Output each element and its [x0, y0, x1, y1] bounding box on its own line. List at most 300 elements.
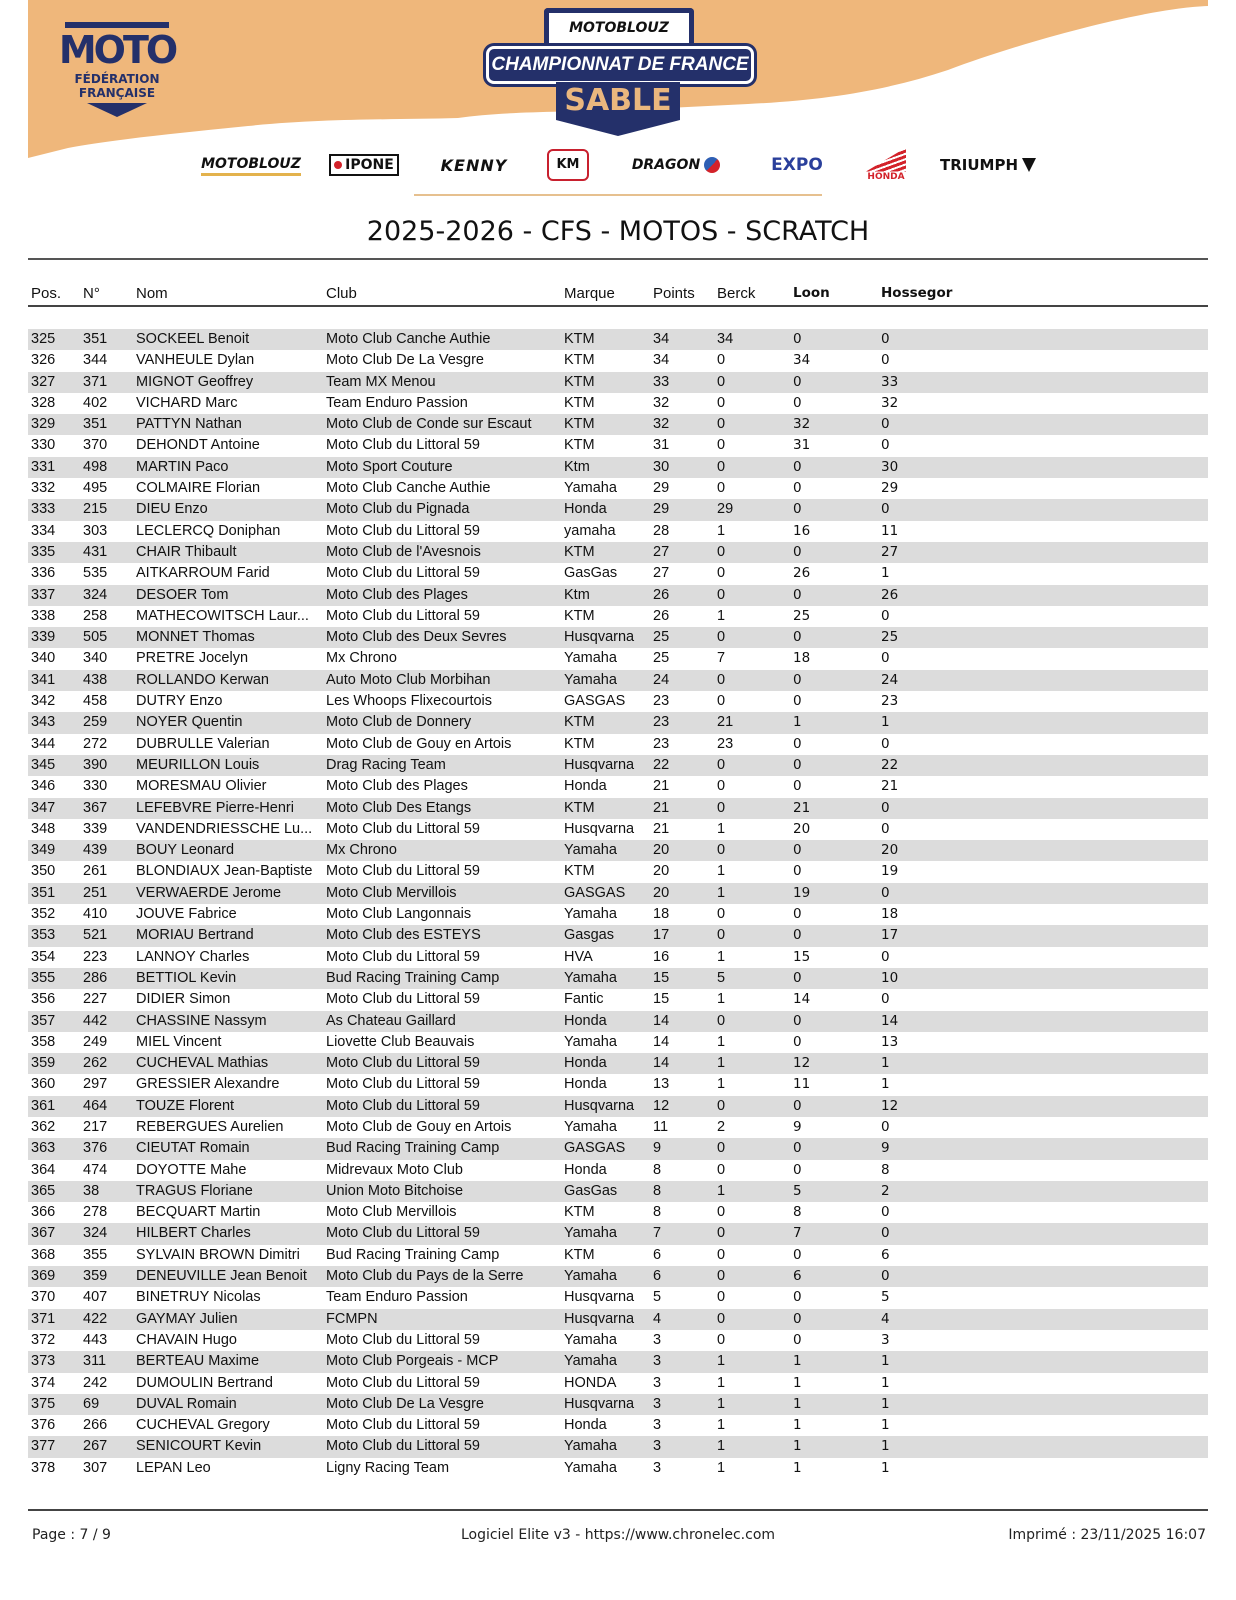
- cell-nom: TRAGUS Floriane: [133, 1181, 323, 1202]
- table-spacer: [28, 306, 1208, 329]
- cell-berck: 0: [714, 627, 790, 648]
- ffm-logo-moto: MOTO: [58, 28, 176, 72]
- cell-pos: 377: [28, 1436, 80, 1457]
- cell-filler: [978, 1330, 1208, 1351]
- cell-marque: GASGAS: [561, 883, 650, 904]
- cell-marque: HVA: [564, 948, 593, 965]
- table-row: [28, 1011, 1208, 1032]
- cell-points: 14: [653, 1033, 670, 1050]
- cell-pos: 369: [28, 1266, 80, 1287]
- cell-berck: 0: [717, 906, 726, 923]
- table-row: [28, 393, 1208, 414]
- cell-nom: MIGNOT Geoffrey: [133, 372, 323, 393]
- cell-loon: 0: [790, 329, 878, 350]
- table-row: [28, 1415, 1208, 1436]
- cell-loon: 16: [793, 522, 811, 539]
- cell-club: Moto Club du Littoral 59: [326, 1331, 480, 1348]
- cell-berck: 0: [717, 352, 726, 369]
- cell-berck: 0: [717, 1204, 726, 1221]
- cell-berck: 0: [714, 925, 790, 946]
- cell-num: 261: [83, 863, 108, 880]
- cell-berck: 0: [717, 394, 726, 411]
- cell-points: 11: [653, 1118, 669, 1135]
- cell-num: 351: [80, 414, 133, 435]
- cell-pos: 349: [28, 840, 80, 861]
- cell-berck: 0: [717, 437, 726, 454]
- sponsor-km: [542, 142, 594, 188]
- cell-filler: [978, 904, 1208, 925]
- cell-loon: 0: [790, 499, 878, 520]
- cell-loon: 0: [793, 1331, 802, 1348]
- cell-loon: 21: [790, 798, 878, 819]
- cell-berck: 1: [717, 863, 726, 880]
- cell-nom: DESOER Tom: [133, 585, 323, 606]
- cell-points: 8: [653, 1161, 662, 1178]
- cell-club: FCMPN: [323, 1309, 561, 1330]
- cell-points: 20: [650, 840, 714, 861]
- table-row: [28, 1181, 1208, 1202]
- cell-hossegor: 21: [881, 778, 899, 795]
- cell-pos: 354: [31, 948, 56, 965]
- table-row: [28, 372, 1208, 393]
- cell-berck: 0: [714, 1096, 790, 1117]
- cell-num: 344: [83, 352, 108, 369]
- cell-pos: 339: [28, 627, 80, 648]
- table-row: [28, 542, 1208, 563]
- cell-hossegor: 22: [878, 755, 978, 776]
- cell-filler: [978, 1202, 1208, 1223]
- cell-hossegor: 14: [878, 1011, 978, 1032]
- cell-pos: 373: [28, 1351, 80, 1372]
- cell-club: Moto Sport Couture: [323, 457, 561, 478]
- cell-num: 376: [80, 1138, 133, 1159]
- table-row: [28, 585, 1208, 606]
- cell-marque: yamaha: [564, 522, 616, 539]
- cell-nom: LEFEBVRE Pierre-Henri: [133, 798, 323, 819]
- cell-berck: 1: [717, 948, 726, 965]
- cell-num: 215: [80, 499, 133, 520]
- cell-points: 25: [650, 627, 714, 648]
- cell-pos: 355: [28, 968, 80, 989]
- cell-berck: 0: [717, 778, 726, 795]
- cell-loon: 0: [793, 863, 802, 880]
- cell-num: 438: [80, 670, 133, 691]
- cell-nom: DIDIER Simon: [136, 991, 231, 1008]
- cell-nom: BOUY Leonard: [133, 840, 323, 861]
- cell-filler: [978, 1415, 1208, 1436]
- cell-hossegor: 17: [878, 925, 978, 946]
- cell-club: Moto Club du Pignada: [323, 499, 561, 520]
- cell-filler: [978, 734, 1208, 755]
- cell-nom: DEHONDT Antoine: [136, 437, 260, 454]
- cell-num: 330: [83, 778, 108, 795]
- cell-num: 339: [83, 820, 108, 837]
- cell-nom: DUVAL Romain: [133, 1394, 323, 1415]
- championship-title: CHAMPIONNAT DE FRANCE: [491, 54, 749, 75]
- championship-logo: [480, 6, 756, 138]
- table-row: [28, 478, 1208, 499]
- cell-nom: CHAVAIN Hugo: [136, 1331, 237, 1348]
- cell-marque: KTM: [564, 607, 595, 624]
- cell-filler: [978, 1138, 1208, 1159]
- table-row: [28, 350, 1208, 371]
- table-row: [28, 1394, 1208, 1415]
- cell-pos: 341: [28, 670, 80, 691]
- cell-points: 34: [650, 329, 714, 350]
- cell-filler: [978, 1436, 1208, 1457]
- championship-band: [486, 46, 754, 84]
- cell-nom: SYLVAIN BROWN Dimitri: [136, 1246, 300, 1263]
- cell-marque: Yamaha: [564, 1459, 617, 1476]
- cell-hossegor: 32: [881, 394, 899, 411]
- cell-berck: 1: [717, 1374, 726, 1391]
- sponsor-triumph-label: TRIUMPH: [939, 156, 1019, 174]
- cell-nom: MONNET Thomas: [133, 627, 323, 648]
- cell-pos: 342: [31, 693, 56, 710]
- footer-divider: [28, 1509, 1208, 1511]
- cell-points: 27: [653, 565, 670, 582]
- col-header-pos: Pos.: [28, 279, 80, 306]
- page-title: 2025-2026 - CFS - MOTOS - SCRATCH: [366, 216, 870, 247]
- cell-loon: 1: [790, 1394, 878, 1415]
- cell-pos: 346: [31, 778, 56, 795]
- cell-pos: 345: [28, 755, 80, 776]
- cell-hossegor: 24: [878, 670, 978, 691]
- cell-num: 371: [80, 372, 133, 393]
- cell-nom: MEURILLON Louis: [133, 755, 323, 776]
- cell-pos: 371: [28, 1309, 80, 1330]
- cell-points: 18: [653, 906, 670, 923]
- cell-hossegor: 13: [881, 1033, 899, 1050]
- cell-loon: 32: [790, 414, 878, 435]
- cell-berck: 1: [714, 1053, 790, 1074]
- cell-num: 278: [83, 1204, 108, 1221]
- cell-loon: 19: [790, 883, 878, 904]
- cell-marque: Yamaha: [564, 1331, 617, 1348]
- cell-num: 439: [80, 840, 133, 861]
- cell-loon: 8: [793, 1204, 802, 1221]
- cell-num: 367: [80, 798, 133, 819]
- cell-nom: REBERGUES Aurelien: [136, 1118, 284, 1135]
- cell-filler: [978, 840, 1208, 861]
- title-divider: [28, 258, 1208, 260]
- cell-marque: Husqvarna: [561, 755, 650, 776]
- cell-marque: Yamaha: [564, 480, 617, 497]
- table-row: [28, 819, 1208, 840]
- cell-nom: DUBRULLE Valerian: [136, 735, 270, 752]
- cell-hossegor: 0: [881, 820, 890, 837]
- sponsor-ipone: [324, 142, 404, 188]
- cell-num: 266: [83, 1417, 108, 1434]
- cell-num: 495: [83, 480, 108, 497]
- cell-points: 32: [650, 414, 714, 435]
- cell-pos: 357: [28, 1011, 80, 1032]
- cell-num: 402: [83, 394, 108, 411]
- cell-club: Union Moto Bitchoise: [323, 1181, 561, 1202]
- cell-berck: 0: [717, 1289, 726, 1306]
- cell-nom: MATHECOWITSCH Laur...: [136, 607, 309, 624]
- cell-club: Auto Moto Club Morbihan: [323, 670, 561, 691]
- cell-marque: Husqvarna: [561, 627, 650, 648]
- cell-num: 355: [83, 1246, 108, 1263]
- cell-points: 32: [653, 394, 670, 411]
- sponsor-dragon-label: DRAGON: [631, 157, 701, 173]
- cell-hossegor: 1: [878, 1351, 978, 1372]
- cell-filler: [978, 1181, 1208, 1202]
- table-row: [28, 1053, 1208, 1074]
- cell-filler: [978, 1074, 1208, 1095]
- cell-hossegor: 0: [881, 1204, 890, 1221]
- table-row: [28, 521, 1208, 542]
- table-row: [28, 734, 1208, 755]
- cell-points: 26: [650, 585, 714, 606]
- cell-hossegor: 1: [881, 1374, 890, 1391]
- cell-marque: Ktm: [561, 585, 650, 606]
- cell-points: 12: [650, 1096, 714, 1117]
- table-row: [28, 1245, 1208, 1266]
- cell-points: 13: [653, 1076, 670, 1093]
- cell-hossegor: 1: [881, 1076, 890, 1093]
- cell-club: Drag Racing Team: [323, 755, 561, 776]
- cell-filler: [978, 1096, 1208, 1117]
- cell-points: 14: [650, 1011, 714, 1032]
- championship-sponsor-box: [544, 8, 694, 45]
- triumph-t-icon: [1022, 158, 1036, 172]
- cell-points: 29: [650, 499, 714, 520]
- sponsor-strip: [196, 142, 1044, 188]
- cell-num: 286: [80, 968, 133, 989]
- cell-nom: COLMAIRE Florian: [136, 480, 261, 497]
- cell-club: Moto Club du Littoral 59: [323, 1223, 561, 1244]
- table-body: [28, 306, 1208, 1479]
- cell-nom: MORIAU Bertrand: [133, 925, 323, 946]
- sponsor-expo-label: EXPO: [771, 155, 823, 175]
- cell-berck: 0: [717, 1331, 726, 1348]
- cell-pos: 350: [31, 863, 56, 880]
- cell-club: Moto Club de Gouy en Artois: [326, 735, 512, 752]
- cell-loon: 0: [793, 735, 802, 752]
- cell-points: 6: [653, 1246, 662, 1263]
- cell-hossegor: 25: [878, 627, 978, 648]
- table-row: [28, 1032, 1208, 1053]
- cell-loon: 0: [790, 1309, 878, 1330]
- cell-berck: 1: [714, 1351, 790, 1372]
- table-row: [28, 1266, 1208, 1287]
- cell-nom: BERTEAU Maxime: [133, 1351, 323, 1372]
- cell-points: 22: [650, 755, 714, 776]
- cell-nom: BLONDIAUX Jean-Baptiste: [136, 863, 313, 880]
- cell-points: 3: [650, 1394, 714, 1415]
- honda-wing-icon: [866, 148, 906, 172]
- cell-filler: [978, 521, 1208, 542]
- cell-filler: [978, 670, 1208, 691]
- cell-nom: BECQUART Martin: [136, 1204, 261, 1221]
- table-row: [28, 1436, 1208, 1457]
- cell-berck: 2: [717, 1118, 726, 1135]
- table-row: [28, 1351, 1208, 1372]
- cell-loon: 0: [793, 693, 802, 710]
- cell-filler: [978, 1032, 1208, 1053]
- cell-loon: 26: [793, 565, 811, 582]
- cell-pos: 327: [28, 372, 80, 393]
- cell-points: 3: [653, 1417, 662, 1434]
- cell-club: Mx Chrono: [326, 650, 397, 667]
- table-row: [28, 627, 1208, 648]
- cell-marque: Honda: [561, 499, 650, 520]
- table-row: [28, 1117, 1208, 1138]
- table-row: [28, 840, 1208, 861]
- table-row: [28, 1287, 1208, 1308]
- sponsor-expo: [756, 142, 838, 188]
- cell-num: 249: [83, 1033, 108, 1050]
- cell-filler: [978, 1117, 1208, 1138]
- cell-num: 297: [83, 1076, 108, 1093]
- cell-loon: 12: [790, 1053, 878, 1074]
- cell-marque: KTM: [561, 414, 650, 435]
- cell-filler: [978, 1053, 1208, 1074]
- table-row: [28, 798, 1208, 819]
- cell-num: 303: [83, 522, 108, 539]
- cell-loon: 7: [790, 1223, 878, 1244]
- cell-loon: 0: [790, 1138, 878, 1159]
- sponsor-ipone-label: IPONE: [345, 157, 394, 173]
- cell-filler: [978, 819, 1208, 840]
- table-row: [28, 457, 1208, 478]
- cell-hossegor: 33: [878, 372, 978, 393]
- cell-club: Bud Racing Training Camp: [326, 1246, 500, 1263]
- footer-printed: Imprimé : 23/11/2025 16:07: [1008, 1527, 1206, 1543]
- cell-club: Moto Club du Littoral 59: [326, 863, 480, 880]
- cell-hossegor: 19: [881, 863, 899, 880]
- cell-club: Moto Club Des Etangs: [323, 798, 561, 819]
- table-row: [28, 861, 1208, 882]
- cell-marque: Husqvarna: [561, 1096, 650, 1117]
- cell-pos: 340: [31, 650, 56, 667]
- cell-hossegor: 0: [878, 329, 978, 350]
- cell-num: 227: [83, 991, 108, 1008]
- cell-points: 3: [650, 1436, 714, 1457]
- cell-club: Bud Racing Training Camp: [323, 1138, 561, 1159]
- cell-club: Midrevaux Moto Club: [326, 1161, 463, 1178]
- cell-points: 6: [650, 1266, 714, 1287]
- cell-loon: 20: [793, 820, 811, 837]
- championship-sable-box: [556, 82, 680, 120]
- cell-hossegor: 3: [881, 1331, 890, 1348]
- cell-points: 34: [653, 352, 670, 369]
- cell-hossegor: 1: [881, 565, 890, 582]
- cell-loon: 0: [790, 670, 878, 691]
- cell-berck: 1: [714, 883, 790, 904]
- cell-nom: SENICOURT Kevin: [133, 1436, 323, 1457]
- cell-hossegor: 0: [881, 735, 890, 752]
- championship-sponsor: MOTOBLOUZ: [569, 20, 669, 36]
- cell-filler: [978, 329, 1208, 350]
- cell-pos: 332: [31, 480, 56, 497]
- cell-loon: 0: [793, 906, 802, 923]
- table-row: [28, 691, 1208, 712]
- chevron-down-icon: [87, 103, 147, 117]
- cell-filler: [978, 989, 1208, 1010]
- cell-points: 30: [650, 457, 714, 478]
- cell-marque: Yamaha: [561, 1351, 650, 1372]
- cell-pos: 372: [31, 1331, 56, 1348]
- table-row: [28, 1160, 1208, 1181]
- cell-filler: [978, 968, 1208, 989]
- cell-points: 15: [650, 968, 714, 989]
- cell-berck: 23: [717, 735, 734, 752]
- cell-club: Moto Club Porgeais - MCP: [323, 1351, 561, 1372]
- cell-nom: SOCKEEL Benoit: [133, 329, 323, 350]
- table-row: [28, 904, 1208, 925]
- cell-hossegor: 10: [878, 968, 978, 989]
- cell-berck: 34: [714, 329, 790, 350]
- cell-berck: 21: [714, 712, 790, 733]
- cell-berck: 0: [717, 693, 726, 710]
- cell-points: 3: [653, 1459, 662, 1476]
- cell-berck: 1: [717, 991, 726, 1008]
- cell-hossegor: 0: [881, 607, 890, 624]
- cell-pos: 376: [31, 1417, 56, 1434]
- cell-marque: Yamaha: [564, 1033, 617, 1050]
- results-table: [28, 279, 1208, 1479]
- cell-marque: GasGas: [561, 1181, 650, 1202]
- cell-filler: [978, 712, 1208, 733]
- cell-filler: [978, 1458, 1208, 1479]
- cell-nom: CIEUTAT Romain: [133, 1138, 323, 1159]
- cell-points: 3: [653, 1374, 662, 1391]
- cell-points: 20: [650, 883, 714, 904]
- cell-loon: 1: [790, 1436, 878, 1457]
- cell-nom: DOYOTTE Mahe: [136, 1161, 247, 1178]
- cell-filler: [978, 1351, 1208, 1372]
- cell-num: 410: [83, 906, 108, 923]
- col-header-club: Club: [323, 279, 561, 306]
- cell-points: 15: [653, 991, 670, 1008]
- cell-loon: 0: [790, 925, 878, 946]
- cell-marque: KTM: [564, 394, 595, 411]
- cell-pos: 364: [31, 1161, 56, 1178]
- cell-club: Liovette Club Beauvais: [326, 1033, 475, 1050]
- cell-loon: 0: [790, 840, 878, 861]
- cell-club: Moto Club de Gouy en Artois: [326, 1118, 512, 1135]
- cell-loon: 0: [793, 394, 802, 411]
- cell-pos: 353: [28, 925, 80, 946]
- cell-filler: [978, 350, 1208, 371]
- cell-loon: 0: [793, 1246, 802, 1263]
- cell-num: 311: [80, 1351, 133, 1372]
- cell-num: 258: [83, 607, 108, 624]
- cell-pos: 330: [31, 437, 56, 454]
- cell-hossegor: 26: [878, 585, 978, 606]
- cell-num: 223: [83, 948, 108, 965]
- cell-num: 422: [80, 1309, 133, 1330]
- cell-nom: AITKARROUM Farid: [136, 565, 270, 582]
- cell-marque: Husqvarna: [561, 1309, 650, 1330]
- cell-marque: Honda: [564, 778, 607, 795]
- cell-filler: [978, 393, 1208, 414]
- cell-filler: [978, 925, 1208, 946]
- cell-berck: 1: [717, 1033, 726, 1050]
- cell-points: 27: [650, 542, 714, 563]
- cell-num: 458: [83, 693, 108, 710]
- cell-pos: 365: [28, 1181, 80, 1202]
- cell-club: Moto Club du Littoral 59: [326, 991, 480, 1008]
- cell-filler: [978, 585, 1208, 606]
- cell-berck: 0: [714, 1138, 790, 1159]
- cell-loon: 0: [790, 1096, 878, 1117]
- cell-hossegor: 0: [881, 650, 890, 667]
- cell-marque: Honda: [561, 1011, 650, 1032]
